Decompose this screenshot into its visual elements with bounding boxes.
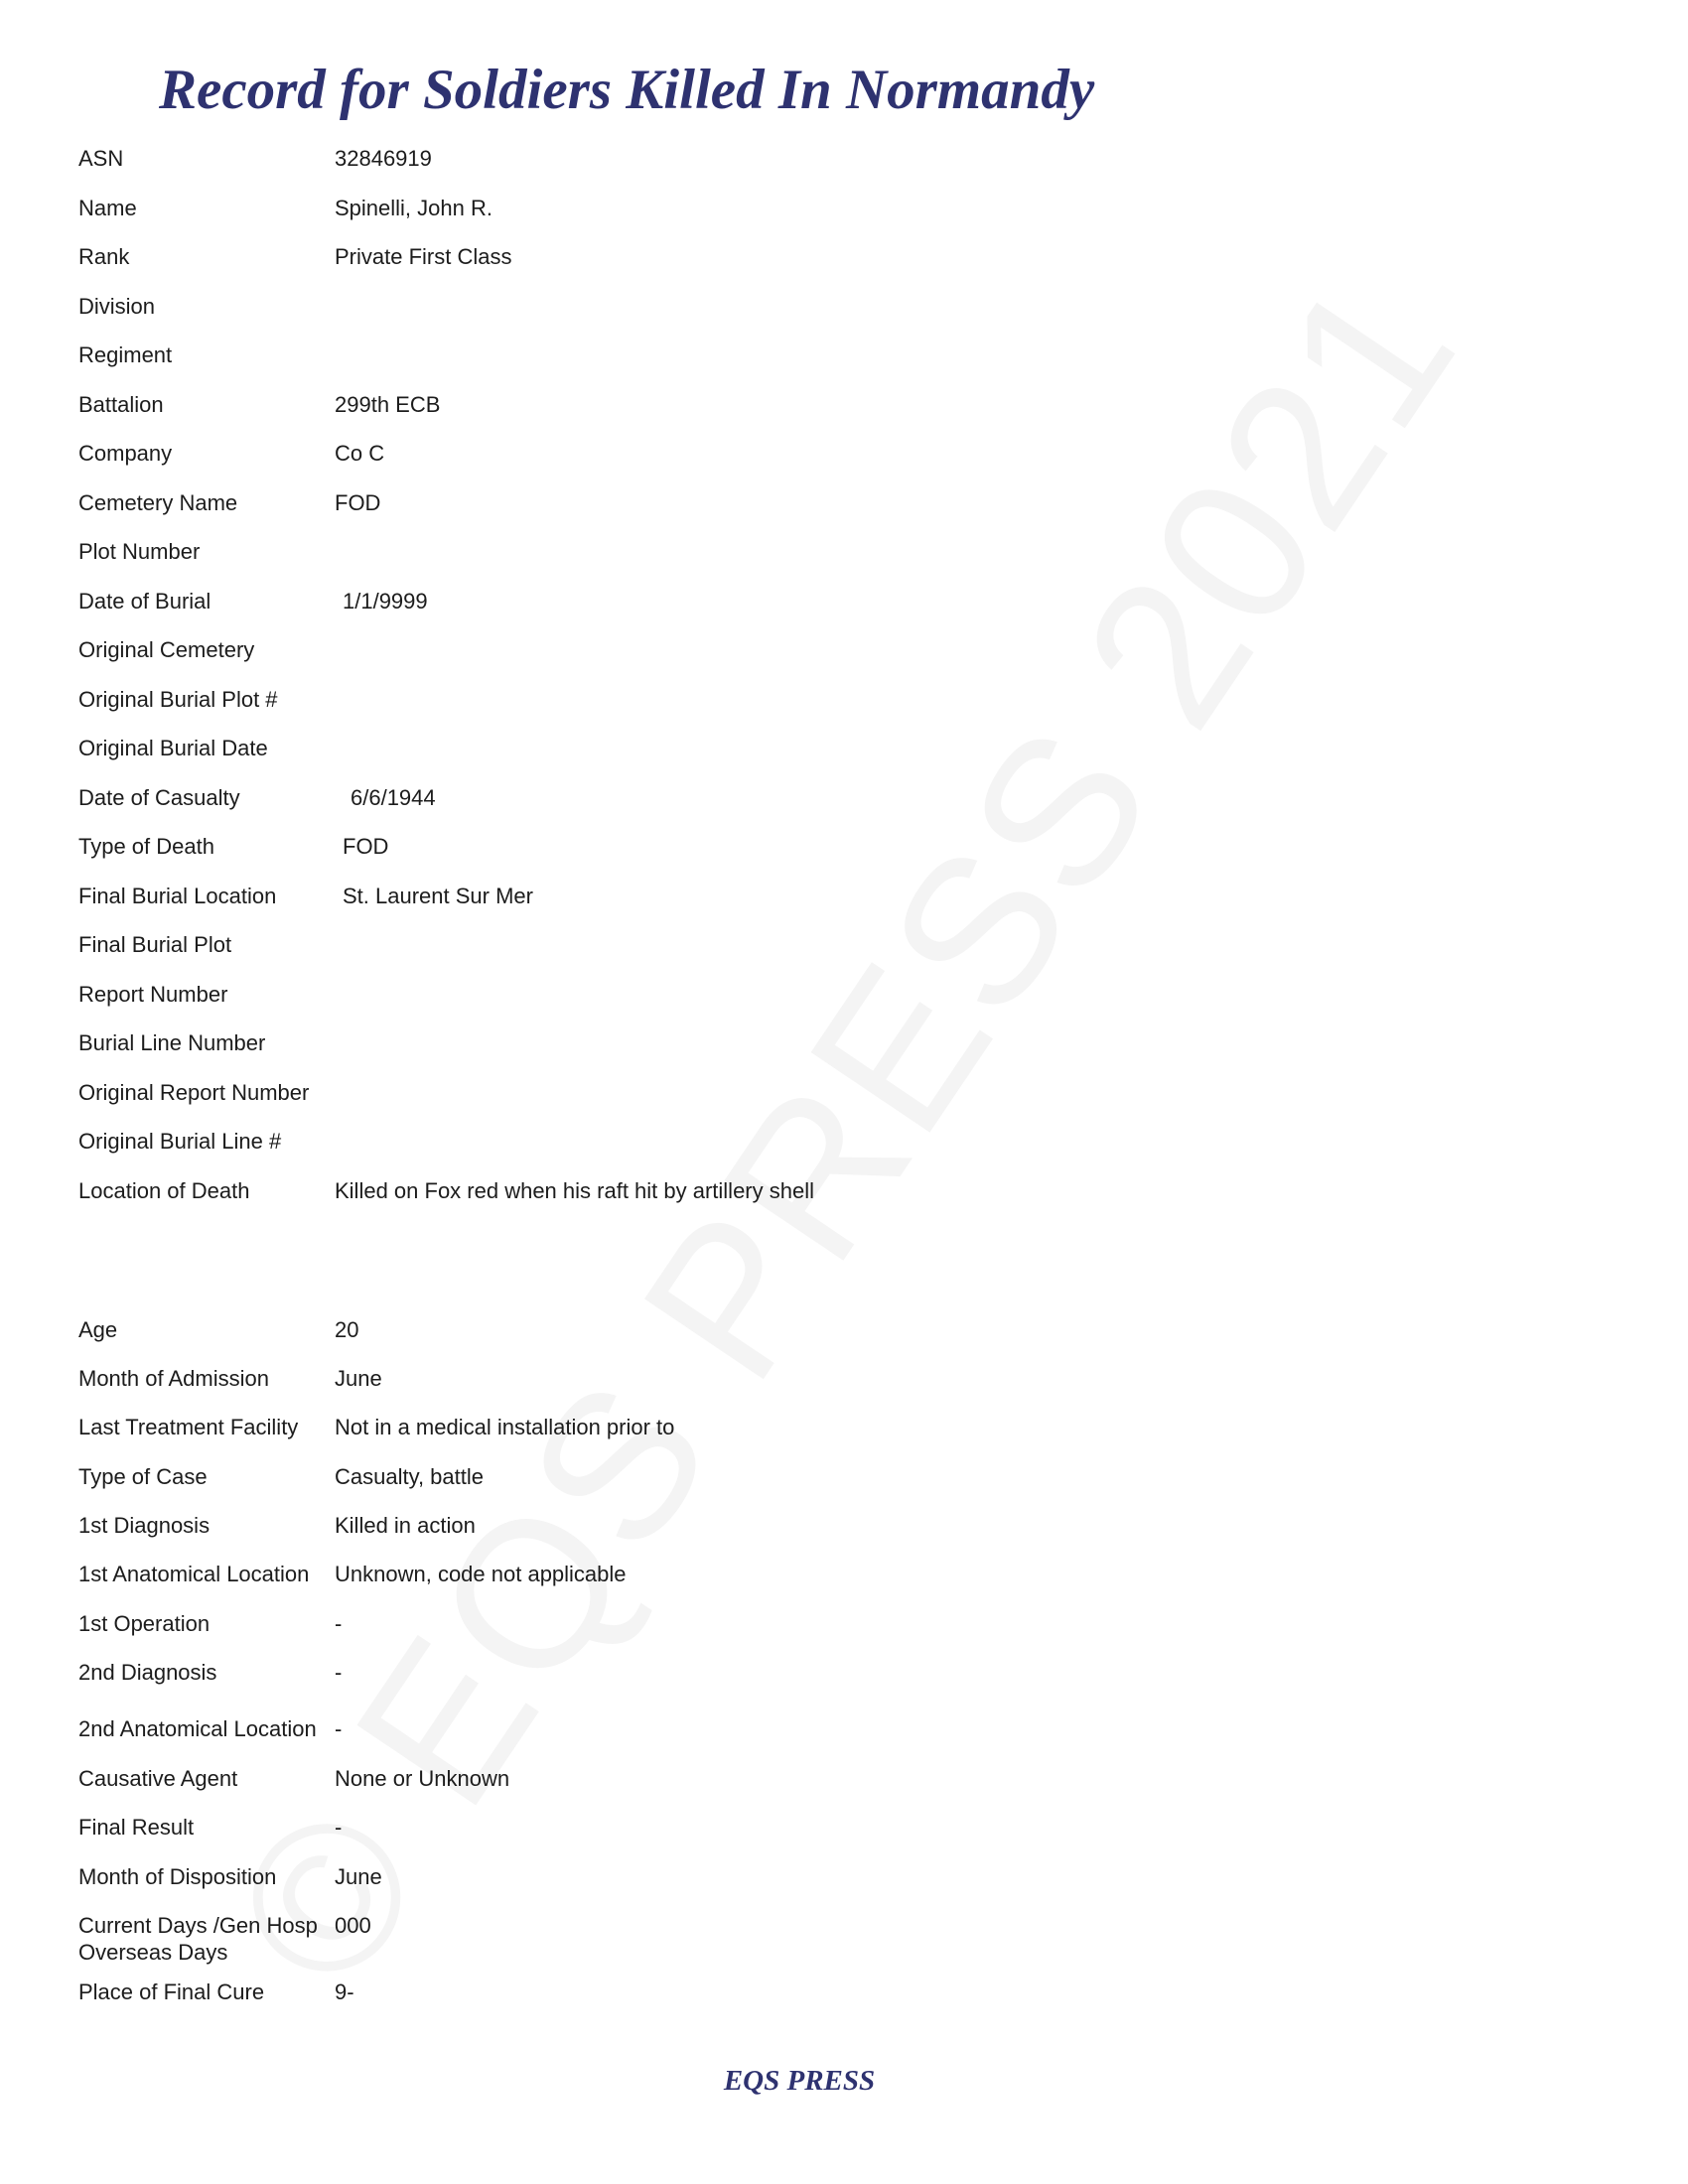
field-label: ASN [78, 146, 124, 171]
field-label: Final Burial Plot [78, 932, 232, 957]
field-label: Age [78, 1317, 118, 1342]
field-label: Burial Line Number [78, 1030, 266, 1055]
field-burial-line-number [78, 1029, 335, 1056]
field-month-of-admission [78, 1365, 382, 1392]
field-month-of-disposition [78, 1863, 382, 1890]
field-label: Original Cemetery [78, 637, 255, 662]
field-rank [78, 243, 511, 270]
field-division [78, 293, 335, 320]
field-label-line1: Current Days /Gen Hosp [78, 1913, 318, 1938]
field-regiment [78, 341, 335, 368]
field-age [78, 1316, 358, 1343]
field-date-of-casualty [78, 784, 436, 811]
field-label: Report Number [78, 982, 228, 1007]
field-label: 1st Operation [78, 1611, 211, 1636]
field-label: Division [78, 294, 156, 319]
field-value: 6/6/1944 [351, 785, 436, 810]
field-label: Battalion [78, 392, 164, 417]
field-label-line2: Overseas Days [78, 1940, 228, 1965]
field-value: Private First Class [335, 244, 512, 269]
field-place-of-final-cure [78, 1979, 354, 2005]
field-value: Casualty, battle [335, 1464, 485, 1489]
field-location-of-death [78, 1177, 814, 1204]
field-current-days [78, 1912, 371, 1966]
field-label: Month of Disposition [78, 1864, 277, 1889]
field-last-treatment-facility [78, 1414, 677, 1440]
field-value: 299th ECB [335, 392, 441, 417]
field-label: Final Result [78, 1815, 195, 1840]
field-label: Final Burial Location [78, 884, 277, 908]
field-label: 2nd Diagnosis [78, 1660, 217, 1685]
field-label: Plot Number [78, 539, 201, 564]
field-label: Rank [78, 244, 130, 269]
field-label [78, 1912, 335, 1966]
field-label: Cemetery Name [78, 490, 238, 515]
field-final-result [78, 1814, 342, 1841]
field-label: Original Report Number [78, 1080, 310, 1105]
field-label: Location of Death [78, 1178, 250, 1203]
field-label: Causative Agent [78, 1766, 238, 1791]
field-date-of-burial [78, 588, 428, 614]
field-first-operation [78, 1610, 342, 1637]
field-value: Co C [335, 441, 385, 466]
field-value: FOD [343, 834, 389, 859]
watermark [185, 235, 1503, 2029]
field-value: 000 [335, 1913, 371, 1938]
field-value: None or Unknown [335, 1766, 510, 1791]
field-value: Killed on Fox red when his raft hit by artillery shell [335, 1178, 814, 1203]
field-value: June [335, 1864, 382, 1889]
field-value: 9- [335, 1979, 354, 2004]
field-label: 2nd Anatomical Location [78, 1716, 317, 1741]
field-label: Company [78, 441, 173, 466]
field-first-diagnosis [78, 1512, 476, 1539]
field-value: 32846919 [335, 146, 432, 171]
footer-publisher: EQS PRESS [723, 2065, 876, 2097]
field-label: Month of Admission [78, 1366, 269, 1391]
field-cemetery-name [78, 489, 380, 516]
field-original-burial-date [78, 735, 335, 761]
field-original-report-number [78, 1079, 335, 1106]
field-type-of-case [78, 1463, 484, 1490]
field-value: 1/1/9999 [343, 589, 428, 614]
field-value: Killed in action [335, 1513, 476, 1538]
field-final-burial-location [78, 883, 533, 909]
field-label: Name [78, 196, 137, 220]
field-label: Last Treatment Facility [78, 1415, 299, 1439]
field-label: Date of Casualty [78, 785, 240, 810]
field-value: - [335, 1815, 343, 1840]
field-value: June [335, 1366, 382, 1391]
field-asn [78, 145, 432, 172]
field-type-of-death [78, 833, 388, 860]
field-value: - [335, 1660, 343, 1685]
field-battalion [78, 391, 440, 418]
field-label: Place of Final Cure [78, 1979, 265, 2004]
field-second-anatomical-location [78, 1715, 342, 1742]
field-label: Original Burial Line # [78, 1129, 282, 1154]
field-original-burial-plot [78, 686, 335, 713]
field-company [78, 440, 384, 467]
field-value: St. Laurent Sur Mer [343, 884, 533, 908]
field-value: 20 [335, 1317, 359, 1342]
field-label: 1st Diagnosis [78, 1513, 211, 1538]
field-label: Type of Case [78, 1464, 208, 1489]
field-value: Spinelli, John R. [335, 196, 492, 220]
field-value: Not in a medical installation prior to [335, 1415, 675, 1439]
field-value: Unknown, code not applicable [335, 1562, 627, 1586]
field-label: Regiment [78, 342, 173, 367]
field-first-anatomical-location [78, 1561, 627, 1587]
field-original-burial-line [78, 1128, 335, 1155]
field-plot-number [78, 538, 335, 565]
field-label: Type of Death [78, 834, 214, 859]
field-final-burial-plot [78, 931, 335, 958]
field-value: - [335, 1716, 343, 1741]
field-report-number [78, 981, 335, 1008]
field-causative-agent [78, 1765, 509, 1792]
field-label: Date of Burial [78, 589, 211, 614]
field-label: Original Burial Date [78, 736, 268, 760]
field-label: 1st Anatomical Location [78, 1562, 310, 1586]
field-second-diagnosis [78, 1659, 342, 1686]
field-original-cemetery [78, 636, 335, 663]
page-title: Record for Soldiers Killed In Normandy [159, 59, 1095, 121]
field-value: FOD [335, 490, 381, 515]
field-name [78, 195, 492, 221]
field-value: - [335, 1611, 343, 1636]
field-label: Original Burial Plot # [78, 687, 278, 712]
